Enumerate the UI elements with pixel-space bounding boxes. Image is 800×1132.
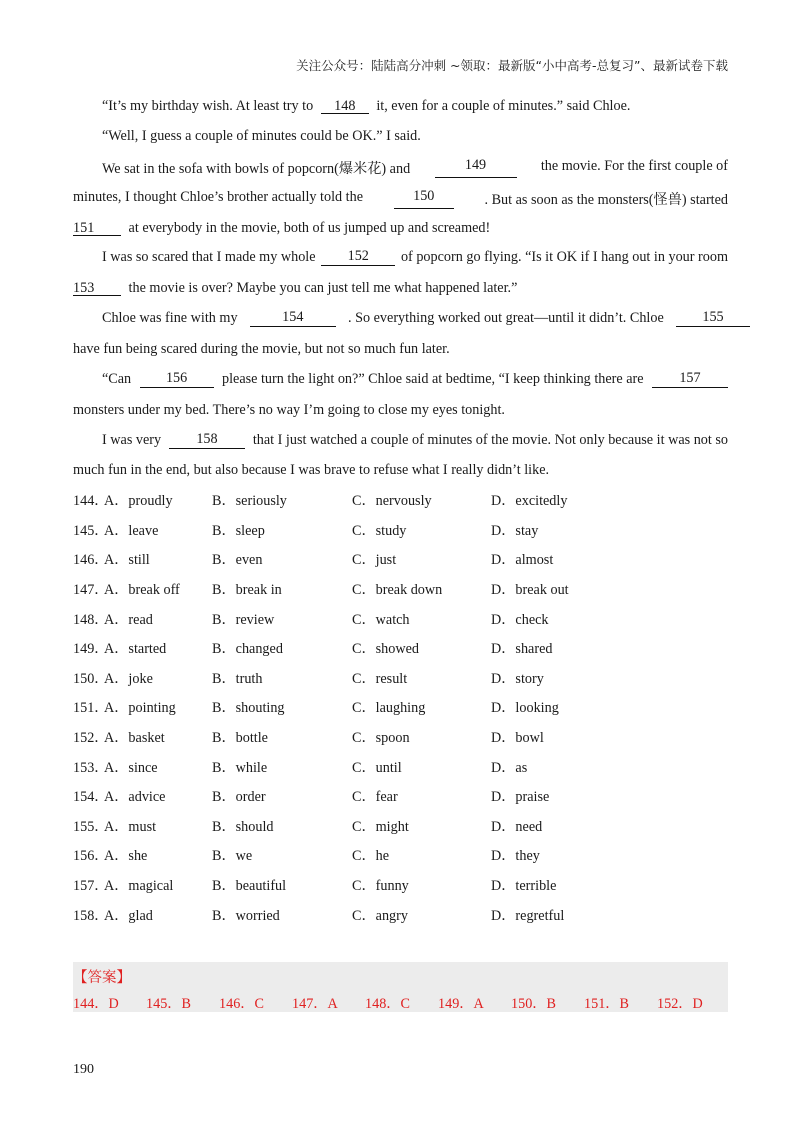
page-header: 关注公众号：陆陆高分冲刺 ~领取：最新版“小中高考-总复习”、最新试卷下载	[296, 58, 728, 73]
passage-line	[73, 280, 517, 297]
blank-152: 152	[321, 249, 395, 266]
question-number: 146．	[73, 552, 109, 568]
option-d: D．stay	[491, 523, 539, 539]
blank-153: 153	[73, 281, 121, 296]
passage-line	[73, 341, 450, 358]
option-d: D．shared	[491, 641, 553, 657]
option-b: B．changed	[212, 641, 283, 657]
option-b: B．bottle	[212, 730, 268, 746]
passage-line	[102, 249, 728, 266]
blank-148: 148	[321, 99, 369, 114]
passage-line	[73, 220, 490, 237]
passage-text: the movie is over? Maybe you can just tell me what happened later.”	[128, 280, 518, 296]
option-b: B．break in	[212, 582, 282, 598]
option-b: B．order	[212, 789, 266, 805]
passage-text: it, even for a couple of minutes.” said Chloe.	[376, 98, 631, 114]
question-number: 153．	[73, 760, 109, 776]
question-number: 156．	[73, 848, 109, 864]
answer-item: 147．A	[292, 996, 338, 1012]
blank-149: 149	[435, 158, 517, 178]
passage-text: that I just watched a couple of minutes of the movie. Not only because it was not so	[252, 432, 728, 448]
question-number: 150．	[73, 671, 109, 687]
passage-text: minutes, I thought Chloe’s brother actually told the	[73, 189, 364, 205]
option-d: D．story	[491, 671, 544, 687]
option-d: D．as	[491, 760, 528, 776]
option-b: B．should	[212, 819, 274, 835]
option-d: D．break out	[491, 582, 569, 598]
option-b: B．truth	[212, 671, 263, 687]
passage-text: Chloe was fine with my	[102, 310, 238, 326]
option-c: C．might	[352, 819, 409, 835]
option-a: A．advice	[104, 789, 166, 805]
option-d: D．terrible	[491, 878, 557, 894]
option-a: A．proudly	[104, 493, 173, 509]
passage-text: have fun being scared during the movie, but not so much fun later.	[73, 341, 450, 357]
blank-155: 155	[676, 310, 750, 327]
answer-item: 148．C	[365, 996, 410, 1012]
option-a: A．started	[104, 641, 167, 657]
option-d: D．they	[491, 848, 540, 864]
option-c: C．nervously	[352, 493, 432, 509]
option-a: A．must	[104, 819, 157, 835]
option-d: D．looking	[491, 700, 559, 716]
option-b: B．review	[212, 612, 275, 628]
option-c: C．funny	[352, 878, 409, 894]
option-b: B．beautiful	[212, 878, 287, 894]
question-number: 149．	[73, 641, 109, 657]
option-c: C．he	[352, 848, 390, 864]
option-c: C．result	[352, 671, 408, 687]
option-c: C．break down	[352, 582, 443, 598]
option-c: C．just	[352, 552, 397, 568]
blank-158: 158	[169, 432, 245, 449]
blank-151: 151	[73, 221, 121, 236]
option-a: A．pointing	[104, 700, 176, 716]
option-d: D．check	[491, 612, 549, 628]
question-number: 148．	[73, 612, 109, 628]
option-c: C．laughing	[352, 700, 426, 716]
option-b: B．sleep	[212, 523, 265, 539]
option-a: A．magical	[104, 878, 174, 894]
option-d: D．almost	[491, 552, 554, 568]
question-number: 157．	[73, 878, 109, 894]
question-number: 154．	[73, 789, 109, 805]
question-number: 155．	[73, 819, 109, 835]
option-a: A．leave	[104, 523, 159, 539]
answer-section	[73, 962, 728, 1012]
answer-item: 144．D	[73, 996, 119, 1012]
option-a: A．basket	[104, 730, 165, 746]
answer-item: 149．A	[438, 996, 484, 1012]
question-number: 145．	[73, 523, 109, 539]
option-c: C．showed	[352, 641, 419, 657]
passage-text: the movie. For the first couple of	[540, 158, 728, 174]
option-c: C．study	[352, 523, 407, 539]
answer-item: 145．B	[146, 996, 191, 1012]
passage-line	[73, 189, 728, 209]
option-c: C．watch	[352, 612, 410, 628]
passage-text: much fun in the end, but also because I was brave to refuse what I really didn’t like.	[73, 462, 550, 478]
passage-text: I was very	[102, 432, 162, 448]
blank-154: 154	[250, 310, 336, 327]
option-d: D．bowl	[491, 730, 544, 746]
page-number: 190	[73, 1062, 94, 1077]
option-a: A．still	[104, 552, 150, 568]
passage-text: monsters under my bed. There’s no way I’m going to close my eyes tonight.	[73, 402, 505, 418]
option-a: A．break off	[104, 582, 180, 598]
answer-item: 150．B	[511, 996, 556, 1012]
question-number: 144．	[73, 493, 109, 509]
blank-150: 150	[394, 189, 454, 209]
option-c: C．spoon	[352, 730, 410, 746]
question-number: 147．	[73, 582, 109, 598]
option-c: C．angry	[352, 908, 408, 924]
passage-text: of popcorn go flying. “Is it OK if I hang out in your room	[400, 249, 728, 265]
option-d: D．praise	[491, 789, 550, 805]
passage-text: at everybody in the movie, both of us jumped up and screamed!	[128, 220, 491, 236]
option-b: B．shouting	[212, 700, 285, 716]
question-number: 158．	[73, 908, 109, 924]
option-d: D．regretful	[491, 908, 565, 924]
option-a: A．she	[104, 848, 148, 864]
passage-text: . So everything worked out great—until it didn’t. Chloe	[348, 310, 664, 326]
question-number: 151．	[73, 700, 109, 716]
passage-text: “Can	[102, 371, 132, 387]
option-d: D．need	[491, 819, 543, 835]
question-number: 152．	[73, 730, 109, 746]
option-b: B．we	[212, 848, 253, 864]
passage-line	[102, 371, 728, 388]
option-a: A．read	[104, 612, 153, 628]
passage-line	[102, 98, 630, 115]
passage-text: “Well, I guess a couple of minutes could be OK.” I said.	[102, 128, 421, 144]
passage-line	[73, 462, 549, 479]
passage-line	[102, 158, 728, 178]
option-a: A．since	[104, 760, 158, 776]
passage-text: We sat in the sofa with bowls of popcorn(爆米花) and	[102, 161, 411, 177]
answer-title: 【答案】	[73, 970, 131, 986]
option-b: B．while	[212, 760, 268, 776]
option-b: B．seriously	[212, 493, 287, 509]
answer-item: 151．B	[584, 996, 629, 1012]
option-c: C．until	[352, 760, 402, 776]
passage-text: . But as soon as the monsters(怪兽) started	[484, 192, 728, 208]
option-b: B．even	[212, 552, 263, 568]
blank-156: 156	[140, 371, 214, 388]
option-b: B．worried	[212, 908, 280, 924]
passage-text: “It’s my birthday wish. At least try to	[102, 98, 314, 114]
passage-line	[102, 432, 728, 449]
answer-item: 152．D	[657, 996, 703, 1012]
passage-line	[102, 128, 421, 145]
passage-text: please turn the light on?” Chloe said at bedtime, “I keep thinking there are	[222, 371, 644, 387]
option-a: A．glad	[104, 908, 153, 924]
passage-line	[102, 310, 750, 327]
option-d: D．excitedly	[491, 493, 568, 509]
passage-text: I was so scared that I made my whole	[102, 249, 316, 265]
option-c: C．fear	[352, 789, 398, 805]
answer-item: 146．C	[219, 996, 264, 1012]
option-a: A．joke	[104, 671, 153, 687]
blank-157: 157	[652, 371, 728, 388]
passage-line	[73, 402, 505, 419]
